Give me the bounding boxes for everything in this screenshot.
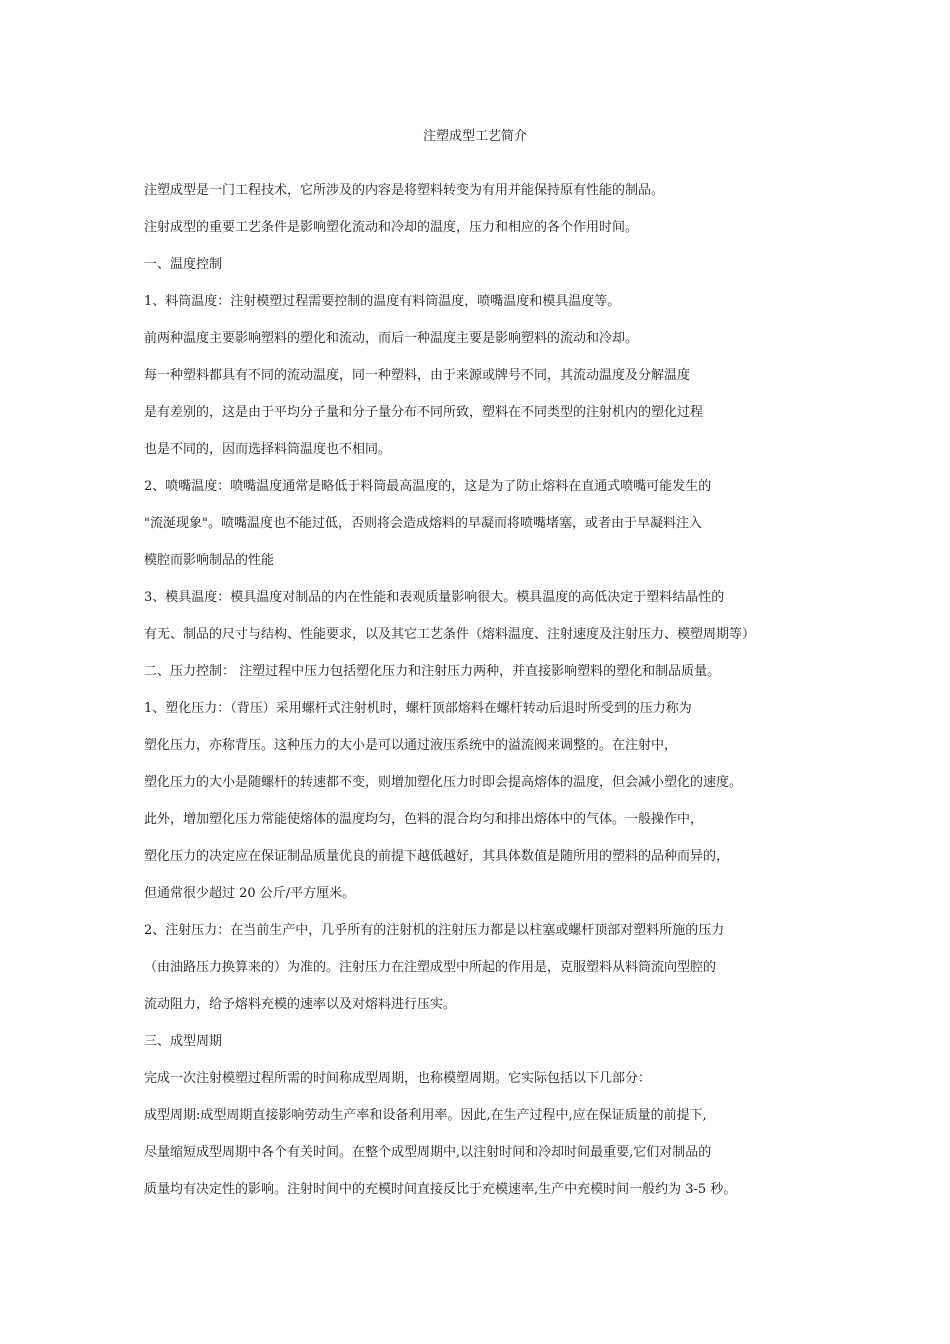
text-line: 是有差别的，这是由于平均分子量和分子量分布不同所致，塑料在不同类型的注射机内的塑化过程 — [144, 405, 704, 420]
text-line: 模腔而影响制品的性能 — [144, 553, 275, 568]
text-line: 尽量缩短成型周期中各个有关时间。在整个成型周期中,以注射时间和冷却时间最重要,它们对制品的 — [144, 1145, 712, 1160]
text-line: 注射成型的重要工艺条件是影响塑化流动和冷却的温度，压力和相应的各个作用时间。 — [144, 220, 639, 235]
text-line: 塑化压力的大小是随螺杆的转速都不变，则增加塑化压力时即会提高熔体的温度，但会减小塑化的速度。 — [144, 775, 743, 790]
text-line: 流动阻力，给予熔料充模的速率以及对熔料进行压实。 — [144, 997, 457, 1012]
text-line: 塑化压力，亦称背压。这种压力的大小是可以通过液压系统中的溢流阀来调整的。在注射中， — [144, 738, 678, 753]
text-line: 二、压力控制： 注塑过程中压力包括塑化压力和注射压力两种，并直接影响塑料的塑化和制品质量。 — [144, 664, 721, 679]
text-line: 此外，增加塑化压力常能使熔体的温度均匀，色料的混合均匀和排出熔体中的气体。一般操作中， — [144, 812, 704, 827]
text-line: 3、模具温度：模具温度对制品的内在性能和表观质量影响很大。模具温度的高低决定于塑料结晶性的 — [144, 590, 725, 605]
text-line: 三、成型周期 — [144, 1034, 223, 1049]
text-line: 1、料筒温度：注射模塑过程需要控制的温度有料筒温度，喷嘴温度和模具温度等。 — [144, 294, 621, 309]
text-line: "流涎现象"。喷嘴温度也不能过低，否则将会造成熔料的早凝而将喷嘴堵塞，或者由于早凝料注入 — [144, 516, 702, 531]
text-line: 2、喷嘴温度：喷嘴温度通常是略低于料筒最高温度的，这是为了防止熔料在直通式喷嘴可能发生的 — [144, 479, 712, 494]
text-line: 注塑成型是一门工程技术，它所涉及的内容是将塑料转变为有用并能保持原有性能的制品。 — [144, 183, 665, 198]
text-line: 也是不同的，因而选择料筒温度也不相同。 — [144, 442, 392, 457]
text-line: 有无、制品的尺寸与结构、性能要求，以及其它工艺条件（熔料温度、注射速度及注射压力、模塑周期等） — [144, 627, 756, 642]
text-line: 前两种温度主要影响塑料的塑化和流动，而后一种温度主要是影响塑料的流动和冷却。 — [144, 331, 639, 346]
text-line: 2、注射压力：在当前生产中，几乎所有的注射机的注射压力都是以柱塞或螺杆顶部对塑料所施的压力 — [144, 923, 725, 938]
document-title: 注塑成型工艺简介 — [422, 129, 527, 144]
text-line: 成型周期:成型周期直接影响劳动生产率和设备利用率。因此,在生产过程中,应在保证质量的前提下, — [144, 1108, 707, 1123]
document-body — [144, 182, 804, 1218]
text-line: 质量均有决定性的影响。注射时间中的充模时间直接反比于充模速率,生产中充模时间一般约为 3-5 秒。 — [144, 1182, 737, 1197]
text-line: 一、温度控制 — [144, 257, 223, 272]
text-line: 1、塑化压力：（背压）采用螺杆式注射机时，螺杆顶部熔料在螺杆转动后退时所受到的压力称为 — [144, 701, 692, 716]
text-line: 每一种塑料都具有不同的流动温度，同一种塑料，由于来源或牌号不同，其流动温度及分解温度 — [144, 368, 691, 383]
text-line: 但通常很少超过 20 公斤/平方厘米。 — [144, 886, 356, 901]
text-line: 塑化压力的决定应在保证制品质量优良的前提下越低越好，其具体数值是随所用的塑料的品种而异的， — [144, 849, 730, 864]
text-line: 完成一次注射模塑过程所需的时间称成型周期，也称模塑周期。它实际包括以下几部分： — [144, 1071, 652, 1086]
text-line: （由油路压力换算来的）为准的。注射压力在注塑成型中所起的作用是，克服塑料从料筒流向型腔的 — [144, 960, 717, 975]
